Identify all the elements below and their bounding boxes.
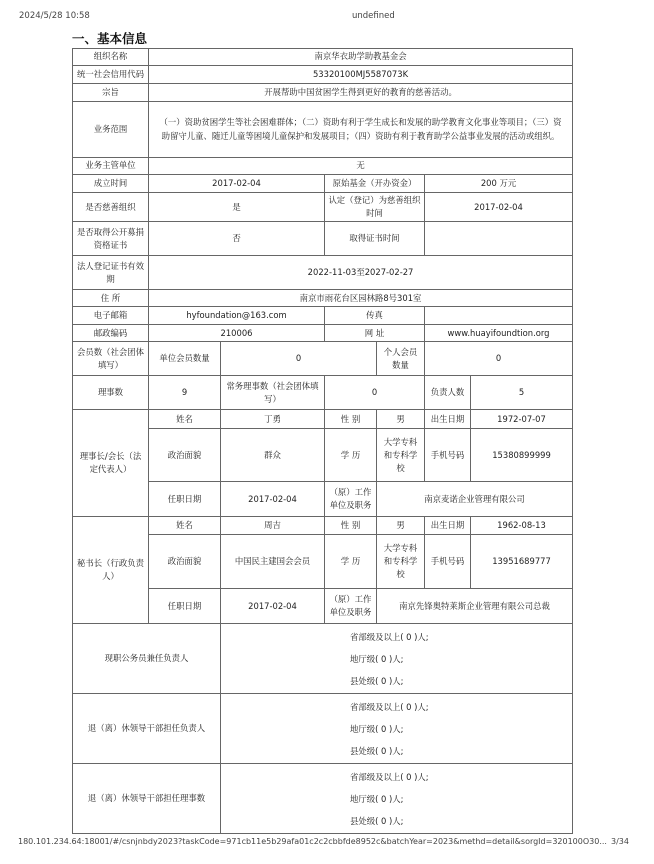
basic-info-table: [72, 48, 573, 834]
officials-retired-director-label: 退（离）休领导干部担任理事数: [73, 764, 221, 834]
chairman-phone: 15380899999: [471, 429, 573, 482]
individual-members: 0: [425, 342, 573, 376]
chairman-education-label: 学 历: [325, 429, 377, 482]
members-label: 会员数（社会团体填写）: [73, 342, 149, 376]
purpose: 开展帮助中国贫困学生得到更好的教育的慈善活动。: [149, 84, 573, 102]
individual-members-label: 个人会员数量: [377, 342, 425, 376]
secretary-gender: 男: [377, 517, 425, 535]
supervisor-label: 业务主管单位: [73, 158, 149, 175]
postcode-label: 邮政编码: [73, 325, 149, 342]
secretary-phone: 13951689777: [471, 535, 573, 589]
secretary-tenure: 2017-02-04: [221, 589, 325, 624]
officials-current-prefectural: 地厅级( 0 )人;: [350, 653, 404, 664]
postcode: 210006: [149, 325, 325, 342]
email: hyfoundation@163.com: [149, 307, 325, 325]
cert-time-label: 取得证书时间: [325, 222, 425, 256]
responsible-count: 5: [471, 376, 573, 410]
chairman-name: 丁勇: [221, 410, 325, 429]
secretary-tenure-label: 任职日期: [149, 589, 221, 624]
est-date: 2017-02-04: [149, 175, 325, 193]
officials-retired-leader-prefectural: 地厅级( 0 )人;: [350, 723, 404, 734]
secretary-education-label: 学 历: [325, 535, 377, 589]
officials-current-counts: [221, 624, 573, 694]
scope-label: 业务范围: [73, 102, 149, 158]
secretary-birth-label: 出生日期: [425, 517, 471, 535]
print-datetime: 2024/5/28 10:58: [19, 11, 90, 21]
initial-fund-label: 原始基金（开办资金）: [325, 175, 425, 193]
responsible-count-label: 负责人数: [425, 376, 471, 410]
address: 南京市雨花台区园林路8号301室: [149, 290, 573, 307]
unit-members-label: 单位会员数量: [149, 342, 221, 376]
fax-label: 传真: [325, 307, 425, 325]
chairman-political-label: 政治面貌: [149, 429, 221, 482]
officials-current-county: 县处级( 0 )人;: [350, 675, 404, 686]
officials-retired-leader-provincial: 省部级及以上( 0 )人;: [350, 701, 429, 712]
officials-retired-director-prefectural: 地厅级( 0 )人;: [350, 793, 404, 804]
footer-url: 180.101.234.64:18001/#/csnjnbdy2023?taskCode=971cb11e5b29afa01c2c2cbbfde8952c&batchYear=2023&methd=detail&sorgId=320100O30...: [18, 837, 607, 846]
print-header-title: undefined: [352, 11, 395, 21]
secretary-name: 周吉: [221, 517, 325, 535]
address-label: 住 所: [73, 290, 149, 307]
chairman-birth: 1972-07-07: [471, 410, 573, 429]
secretary-role-label: 秘书长（行政负责人）: [73, 517, 149, 624]
charity-date: 2017-02-04: [425, 193, 573, 222]
section-title: 一、基本信息: [72, 31, 148, 46]
charity-date-label: 认定（登记）为慈善组织时间: [325, 193, 425, 222]
officials-retired-director-county: 县处级( 0 )人;: [350, 815, 404, 826]
purpose-label: 宗旨: [73, 84, 149, 102]
secretary-name-label: 姓名: [149, 517, 221, 535]
secretary-gender-label: 性 别: [325, 517, 377, 535]
page-number: 3/34: [611, 837, 629, 846]
chairman-gender-label: 性 别: [325, 410, 377, 429]
officials-retired-director-counts: [221, 764, 573, 834]
chairman-work-label: （原）工作单位及职务: [325, 482, 377, 517]
initial-fund: 200 万元: [425, 175, 573, 193]
secretary-phone-label: 手机号码: [425, 535, 471, 589]
officials-retired-leader-label: 退（离）休领导干部担任负责人: [73, 694, 221, 764]
unit-members: 0: [221, 342, 377, 376]
standing-directors: 0: [325, 376, 425, 410]
is-charity-label: 是否慈善组织: [73, 193, 149, 222]
cert-validity: 2022-11-03至2027-02-27: [149, 256, 573, 290]
is-charity: 是: [149, 193, 325, 222]
credit-code: 53320100MJ5587073K: [149, 66, 573, 84]
supervisor: 无: [149, 158, 573, 175]
org-name: 南京华衣助学助教基金会: [149, 49, 573, 66]
cert-time: [425, 222, 573, 256]
chairman-role-label: 理事长/会长（法定代表人）: [73, 410, 149, 517]
secretary-education: 大学专科和专科学校: [377, 535, 425, 589]
officials-retired-leader-county: 县处级( 0 )人;: [350, 745, 404, 756]
scope: （一）资助贫困学生等社会困难群体；（二）资助有利于学生成长和发展的助学教育文化事业等项目；（三）资助留守儿童、随迁儿童等困境儿童保护和发展项目；（四）资助有利于教育助学公益事业发展的活动或组织。: [149, 102, 573, 158]
est-date-label: 成立时间: [73, 175, 149, 193]
secretary-political-label: 政治面貌: [149, 535, 221, 589]
chairman-tenure: 2017-02-04: [221, 482, 325, 517]
officials-current-provincial: 省部级及以上( 0 )人;: [350, 631, 429, 642]
secretary-birth: 1962-08-13: [471, 517, 573, 535]
secretary-work: 南京先锋奥特莱斯企业管理有限公司总裁: [377, 589, 573, 624]
chairman-birth-label: 出生日期: [425, 410, 471, 429]
secretary-political: 中国民主建国会会员: [221, 535, 325, 589]
directors: 9: [149, 376, 221, 410]
website: www.huayifoundtion.org: [425, 325, 573, 342]
public-fundraising-label: 是否取得公开募捐资格证书: [73, 222, 149, 256]
cert-validity-label: 法人登记证书有效期: [73, 256, 149, 290]
email-label: 电子邮箱: [73, 307, 149, 325]
org-name-label: 组织名称: [73, 49, 149, 66]
chairman-phone-label: 手机号码: [425, 429, 471, 482]
officials-retired-director-provincial: 省部级及以上( 0 )人;: [350, 771, 429, 782]
fax: [425, 307, 573, 325]
credit-code-label: 统一社会信用代码: [73, 66, 149, 84]
chairman-political: 群众: [221, 429, 325, 482]
officials-retired-leader-counts: [221, 694, 573, 764]
officials-current-label: 现职公务员兼任负责人: [73, 624, 221, 694]
chairman-gender: 男: [377, 410, 425, 429]
chairman-work: 南京麦诺企业管理有限公司: [377, 482, 573, 517]
standing-directors-label: 常务理事数（社会团体填写）: [221, 376, 325, 410]
secretary-work-label: （原）工作单位及职务: [325, 589, 377, 624]
chairman-tenure-label: 任职日期: [149, 482, 221, 517]
chairman-name-label: 姓名: [149, 410, 221, 429]
directors-label: 理事数: [73, 376, 149, 410]
chairman-education: 大学专科和专科学校: [377, 429, 425, 482]
website-label: 网 址: [325, 325, 425, 342]
public-fundraising: 否: [149, 222, 325, 256]
